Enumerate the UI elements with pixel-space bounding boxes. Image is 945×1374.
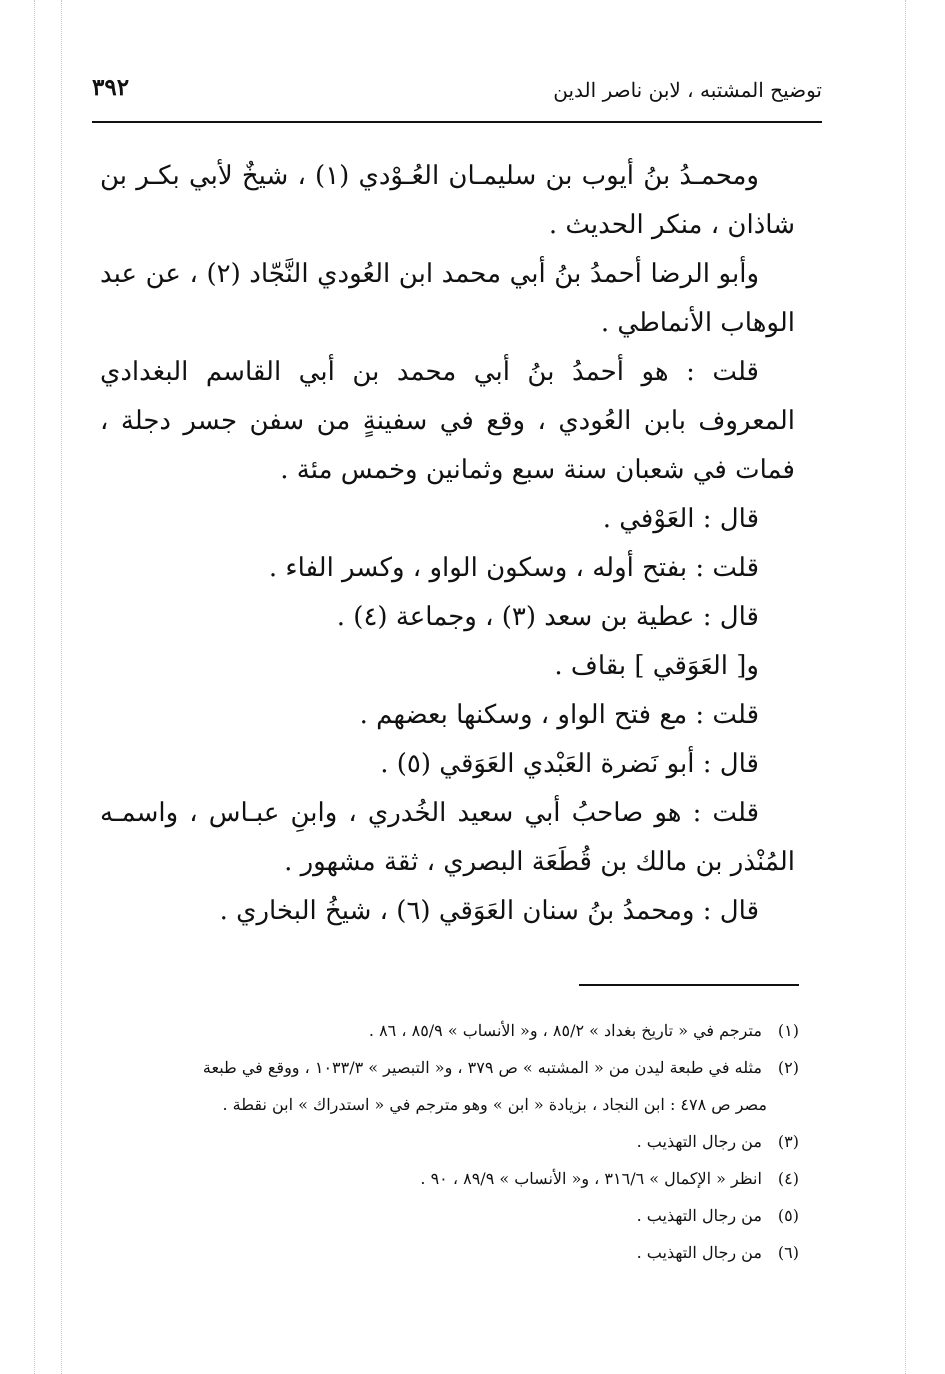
footnote-number: (١) bbox=[777, 1021, 799, 1040]
paragraph: قلت : هو أحمدُ بنُ أبي محمد بن أبي القاسم البغدادي المعروف بابن العُودي ، وقع في سفينةٍ من سفن جسر دجلة ، فمات في شعبان سنة سبع وثمانين وخمس مئة . bbox=[100, 357, 795, 485]
footnote-separator bbox=[579, 984, 799, 986]
paragraph: قلت : هو صاحبُ أبي سعيد الخُدري ، وابنِ عبـاس ، واسمـه المُنْذر بن مالك بن قُطَعَة البصري ، ثقة مشهور . bbox=[100, 798, 795, 877]
page-number: ٣٩٢ bbox=[92, 74, 130, 101]
paragraph: قال : ومحمدُ بنُ سنان العَوَقي (٦) ، شيخُ البخاري . bbox=[219, 896, 759, 926]
footnote-continuation: مصر ص ٤٧٨ : ابن النجاد ، بزيادة « ابن » وهو مترجم في « استدراك » ابن نقطة . bbox=[222, 1095, 767, 1114]
footnote-text: من رجال التهذيب . bbox=[636, 1206, 762, 1225]
header-rule bbox=[92, 121, 822, 123]
footnote bbox=[99, 1049, 799, 1086]
paragraph: ومحمـدُ بنُ أيوب بن سليمـان العُـوْدي (١) ، شيخٌ لأبي بكـر بن شاذان ، منكر الحديث . bbox=[100, 161, 795, 240]
scan-guide-line bbox=[61, 0, 62, 1374]
footnotes bbox=[99, 1012, 799, 1271]
paragraph: قلت : مع فتح الواو ، وسكنها بعضهم . bbox=[359, 700, 759, 730]
footnote-text: مثله في طبعة ليدن من « المشتبه » ص ٣٧٩ ، و« التبصير » ١٠٣٣/٣ ، ووقع في طبعة bbox=[202, 1058, 762, 1077]
footnote-text: من رجال التهذيب . bbox=[636, 1132, 762, 1151]
paragraph: و[ العَوَقي ] بقاف . bbox=[554, 651, 759, 681]
footnote-number: (٢) bbox=[777, 1058, 799, 1077]
footnote-text: مترجم في « تاريخ بغداد » ٨٥/٢ ، و« الأنساب » ٨٥/٩ ، ٨٦ . bbox=[368, 1021, 762, 1040]
footnote bbox=[99, 1197, 799, 1234]
footnote bbox=[99, 1012, 799, 1049]
running-title: توضيح المشتبه ، لابن ناصر الدين bbox=[553, 78, 822, 102]
footnote bbox=[99, 1234, 799, 1271]
scan-guide-line bbox=[34, 0, 35, 1374]
footnote-text: من رجال التهذيب . bbox=[636, 1243, 762, 1262]
footnote-number: (٥) bbox=[777, 1206, 799, 1225]
paragraph: قلت : بفتح أوله ، وسكون الواو ، وكسر الفاء . bbox=[268, 553, 759, 583]
footnote bbox=[99, 1123, 799, 1160]
scan-guide-line bbox=[905, 0, 906, 1374]
footnote bbox=[99, 1160, 799, 1197]
footnote-text: انظر « الإكمال » ٣١٦/٦ ، و« الأنساب » ٨٩/٩ ، ٩٠ . bbox=[420, 1169, 762, 1188]
paragraph: قال : أبو نَضرة العَبْدي العَوَقي (٥) . bbox=[380, 749, 759, 779]
footnote-number: (٣) bbox=[777, 1132, 799, 1151]
running-header bbox=[92, 62, 822, 112]
main-text bbox=[100, 152, 795, 936]
paragraph: وأبو الرضا أحمدُ بنُ أبي محمد ابن العُودي النَّجّاد (٢) ، عن عبد الوهاب الأنماطي . bbox=[100, 259, 795, 338]
paragraph: قال : عطية بن سعد (٣) ، وجماعة (٤) . bbox=[336, 602, 759, 632]
footnote-number: (٦) bbox=[777, 1243, 799, 1262]
footnote-number: (٤) bbox=[777, 1169, 799, 1188]
paragraph: قال : العَوْفي . bbox=[602, 504, 759, 534]
